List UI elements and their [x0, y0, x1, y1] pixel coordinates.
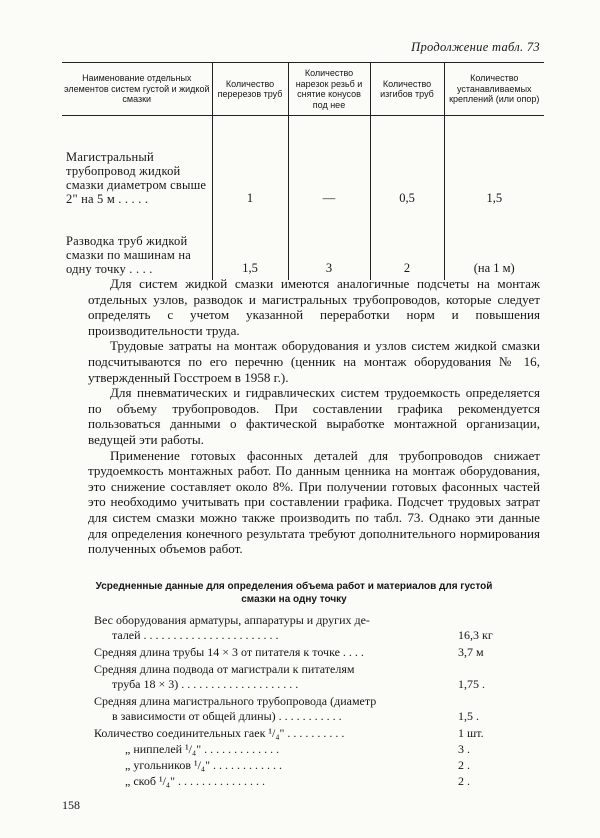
body-text — [88, 276, 540, 557]
list-item-value: 2 . — [458, 774, 470, 788]
list-item-line: Средняя длина магистрального трубопровода (диаметр — [94, 694, 377, 708]
list-item-line: Средняя длина трубы 14 × 3 от питателя к точке . . . . — [94, 645, 364, 659]
list-item-line: талей . . . . . . . . . . . . . . . . . . . . . . . — [112, 628, 279, 642]
header-bends: Количество изгибов труб — [370, 63, 444, 116]
supports-cell: 1,5 — [444, 116, 544, 211]
table-header-row — [62, 63, 544, 116]
list-item-line: „ скоб ¹/₄" . . . . . . . . . . . . . . . — [125, 774, 265, 788]
list-item-line: труба 18 × 3) . . . . . . . . . . . . . . . . . . . . — [112, 677, 299, 691]
paragraph: Трудовые затраты на монтаж оборудования и узлов систем жидкой смазки подсчитываются по его перечню (ценник на монтаж оборудования № 16, утвержденный Госстроем в 1958 г.). — [88, 338, 540, 385]
paragraph: Применение готовых фасонных деталей для трубопроводов снижает трудоемкость монтажных работ. По данным ценника на монтаж оборудования, это снижение составляет около 8%. При получении готовых фасонных частей это необходимо учитывать при составлении графика. Подсчет трудовых затрат для систем смазки можно также производить по табл. 73. Однако эти данные для определения конечного результата требуют дополнительного нормирования полученных объемов работ. — [88, 447, 540, 557]
header-elements: Наименование отдельных элементов систем густой и жидкой смазки — [62, 63, 212, 116]
list-item-line: „ ниппелей ¹/₄" . . . . . . . . . . . . . — [125, 742, 280, 756]
list-item-line: Количество соединительных гаек ¹/₄" . . . . . . . . . . — [94, 726, 345, 740]
header-supports: Количество устанавливаемых креплений (или опор) — [444, 63, 544, 116]
list-item-line: в зависимости от общей длины) . . . . . . . . . . . — [112, 709, 342, 723]
threads-cell: — — [288, 116, 370, 211]
cuts-cell: 1 — [212, 116, 288, 211]
list-item-value: 3 . — [458, 742, 470, 756]
row-name-cell — [62, 116, 212, 211]
paragraph: Для систем жидкой смазки имеются аналогичные подсчеты на монтаж отдельных узлов, разводок и магистральных трубопроводов, которые следует определять с учетом указанной переработки норм и повышения производительности труда. — [88, 276, 540, 338]
list-item-value: 1,5 . — [458, 709, 479, 723]
continuation-label: Продолжение табл. 73 — [411, 40, 540, 54]
header-threads: Количество нарезок резьб и снятие конусов под нее — [288, 63, 370, 116]
bends-cell: 2 — [370, 210, 444, 280]
cuts-cell: 1,5 — [212, 210, 288, 280]
table-row — [62, 116, 544, 211]
row-name: Магистральный трубопровод жидкой смазки диаметром свыше 2" на 5 м . . . . . — [66, 150, 207, 206]
list-item-value: 1 шт. — [458, 726, 484, 740]
list-item-value: 16,3 кг — [458, 628, 493, 642]
list-item-line: Средняя длина подвода от магистрали к питателям — [94, 662, 355, 676]
list-item-line: „ угольников ¹/₄" . . . . . . . . . . . . — [125, 758, 282, 772]
list-item-line: Вес оборудования арматуры, аппаратуры и других де- — [94, 613, 370, 627]
header-cuts: Количество перерезов труб — [212, 63, 288, 116]
paragraph: Для пневматических и гидравлических систем трудоемкость определяется по объему трубопроводов. При составлении графика рекомендуется пользоваться данными о фактической выработке монтажной организации, ведущей эти работы. — [88, 385, 540, 447]
list-item-value: 3,7 м — [458, 645, 484, 659]
bends-cell: 0,5 — [370, 116, 444, 211]
table-73 — [62, 62, 544, 280]
row-name: Разводка труб жидкой смазки по машинам на одну точку . . . . — [66, 234, 192, 276]
threads-cell: 3 — [288, 210, 370, 280]
table-row — [62, 210, 544, 280]
row-name-cell — [62, 210, 212, 280]
supports-cell: (на 1 м) — [444, 210, 544, 280]
list-item-value: 1,75 . — [458, 677, 485, 691]
list-item-value: 2 . — [458, 758, 470, 772]
page-number: 158 — [62, 798, 80, 812]
section-subtitle: Усредненные данные для определения объема работ и материалов для густой смазки на одну точку — [95, 581, 493, 605]
